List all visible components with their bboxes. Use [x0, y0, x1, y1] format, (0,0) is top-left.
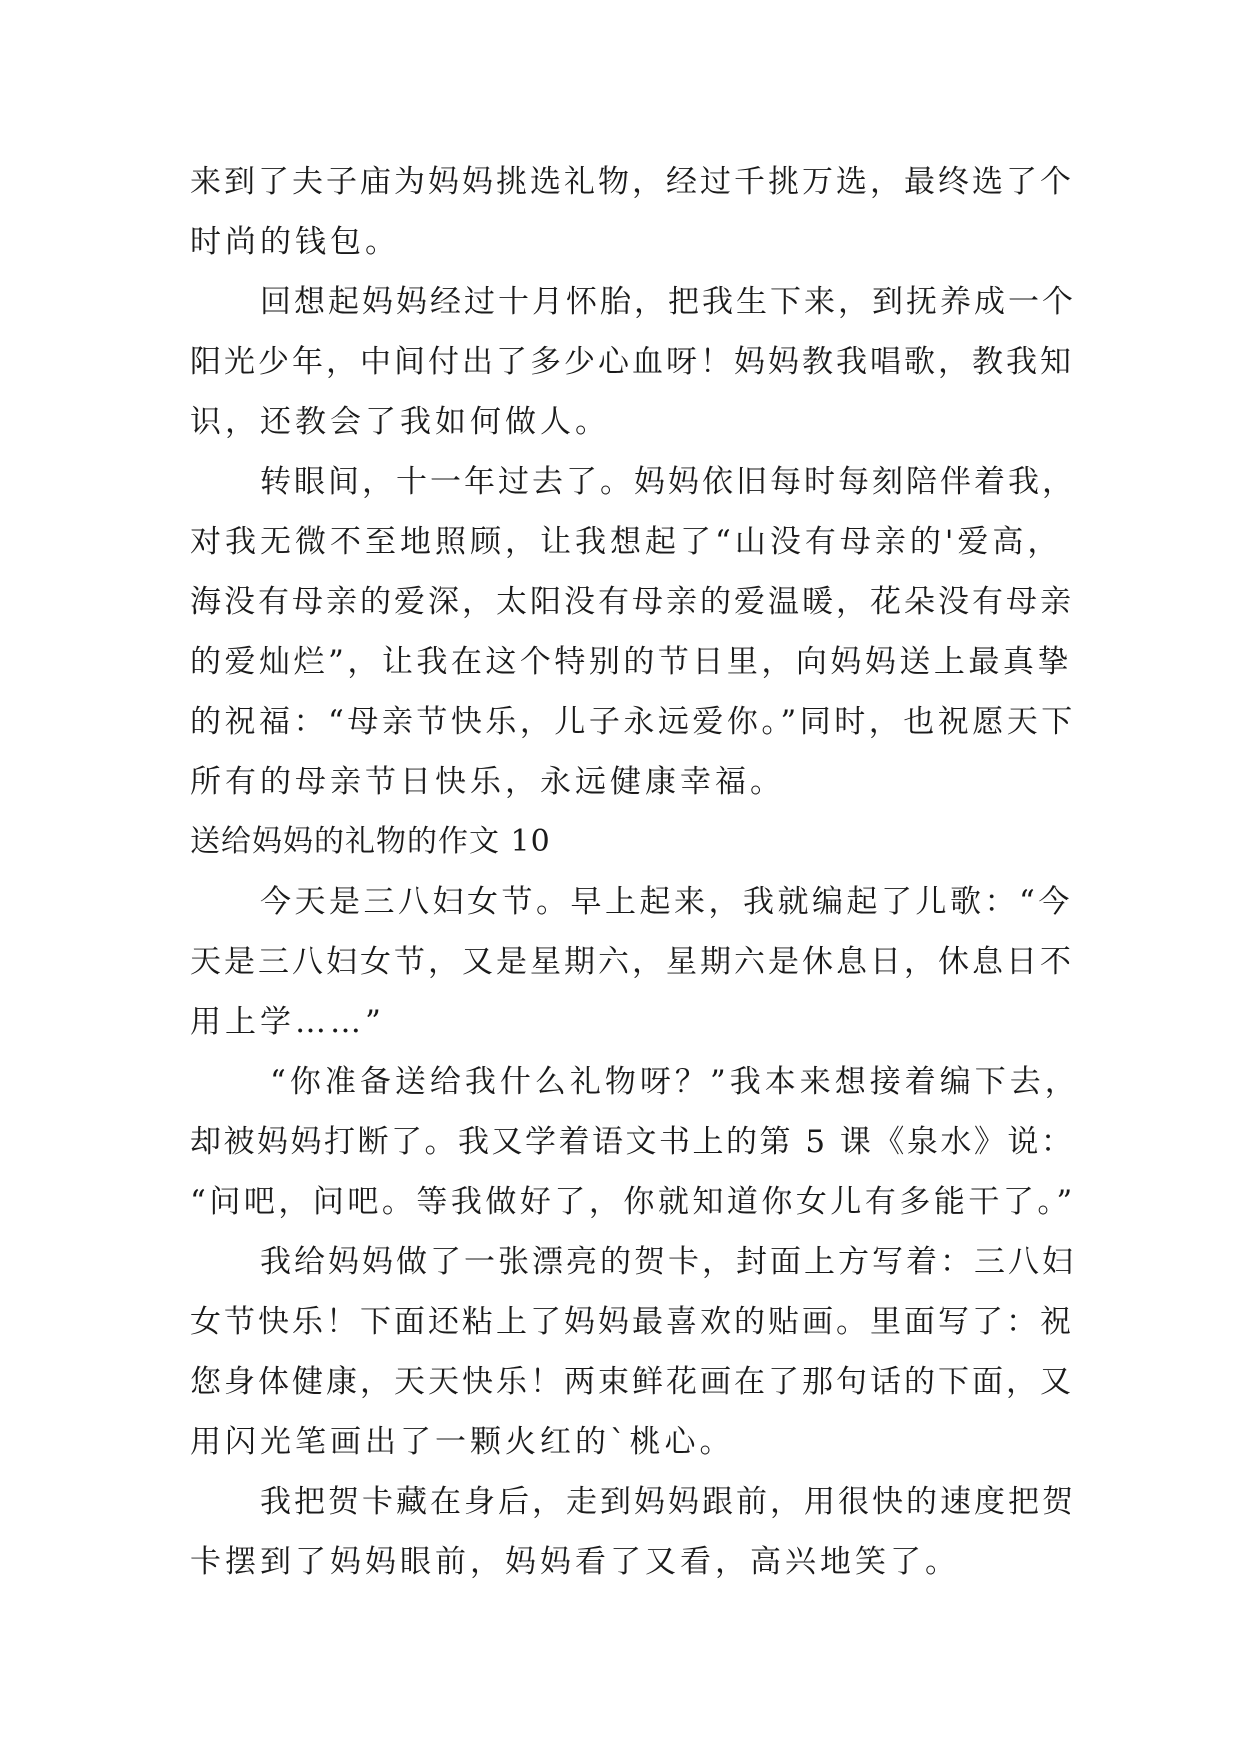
text-line: 时尚的钱包。: [190, 224, 400, 260]
paragraph-start-line: “你准备送给我什么礼物呀？”我本来想接着编下去，: [270, 1064, 1080, 1100]
paragraph-start-line: 回想起妈妈经过十月怀胎，把我生下来，到抚养成一个: [260, 284, 1076, 320]
text-line: 用上学……”: [190, 1004, 385, 1040]
text-line: 的祝福：“母亲节快乐，儿子永远爱你。”同时，也祝愿天下: [190, 704, 1076, 740]
text-line: 天是三八妇女节，又是星期六，星期六是休息日，休息日不: [190, 944, 1074, 980]
text-line: 识，还教会了我如何做人。: [190, 404, 610, 440]
text-line: 卡摆到了妈妈眼前，妈妈看了又看，高兴地笑了。: [190, 1544, 960, 1580]
text-line: 所有的母亲节日快乐，永远健康幸福。: [190, 764, 785, 800]
paragraph-start-line: 我把贺卡藏在身后，走到妈妈跟前，用很快的速度把贺: [260, 1484, 1076, 1520]
text-line: 阳光少年，中间付出了多少心血呀！妈妈教我唱歌，教我知: [190, 344, 1074, 380]
text-line: “问吧，问吧。等我做好了，你就知道你女儿有多能干了。”: [190, 1184, 1076, 1220]
text-line: 的爱灿烂”，让我在这个特别的节日里，向妈妈送上最真挚: [190, 644, 1072, 680]
paragraph-start-line: 我给妈妈做了一张漂亮的贺卡，封面上方写着：三八妇: [260, 1244, 1076, 1280]
section-heading: 送给妈妈的礼物的作文 10: [190, 824, 551, 859]
text-line: 对我无微不至地照顾，让我想起了“山没有母亲的'爱高，: [190, 524, 1063, 560]
text-line: 女节快乐！下面还粘上了妈妈最喜欢的贴画。里面写了：祝: [190, 1304, 1074, 1340]
text-line: 您身体健康，天天快乐！两束鲜花画在了那句话的下面，又: [190, 1364, 1074, 1400]
text-line: 海没有母亲的爱深，太阳没有母亲的爱温暖，花朵没有母亲: [190, 584, 1074, 620]
text-line: 来到了夫子庙为妈妈挑选礼物，经过千挑万选，最终选了个: [190, 164, 1074, 200]
text-line: 却被妈妈打断了。我又学着语文书上的第 5 课《泉水》说：: [190, 1124, 1075, 1160]
text-line: 用闪光笔画出了一颗火红的`桃心。: [190, 1424, 735, 1460]
document-body: [190, 152, 1080, 1592]
paragraph-start-line: 转眼间，十一年过去了。妈妈依旧每时每刻陪伴着我，: [260, 464, 1076, 500]
paragraph-start-line: 今天是三八妇女节。早上起来，我就编起了儿歌：“今: [260, 884, 1073, 920]
